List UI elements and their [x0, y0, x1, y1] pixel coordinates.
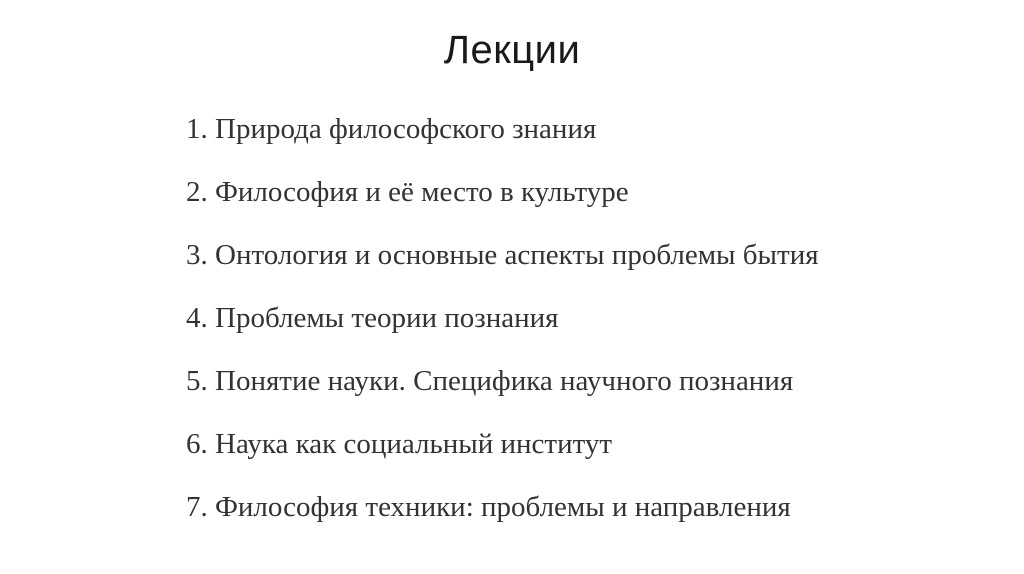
lecture-item-7: 7. Философия техники: проблемы и направления: [186, 491, 791, 523]
lecture-item-5: 5. Понятие науки. Специфика научного познания: [186, 365, 794, 397]
lecture-item-1: 1. Природа философского знания: [186, 113, 597, 145]
lecture-item-6: 6. Наука как социальный институт: [186, 428, 613, 460]
lecture-item-2: 2. Философия и её место в культуре: [186, 176, 629, 208]
lecture-item-3: 3. Онтология и основные аспекты проблемы бытия: [186, 239, 819, 271]
lecture-item-4: 4. Проблемы теории познания: [186, 302, 559, 334]
slide-title: Лекции: [443, 28, 581, 72]
lecture-list: [186, 108, 819, 549]
